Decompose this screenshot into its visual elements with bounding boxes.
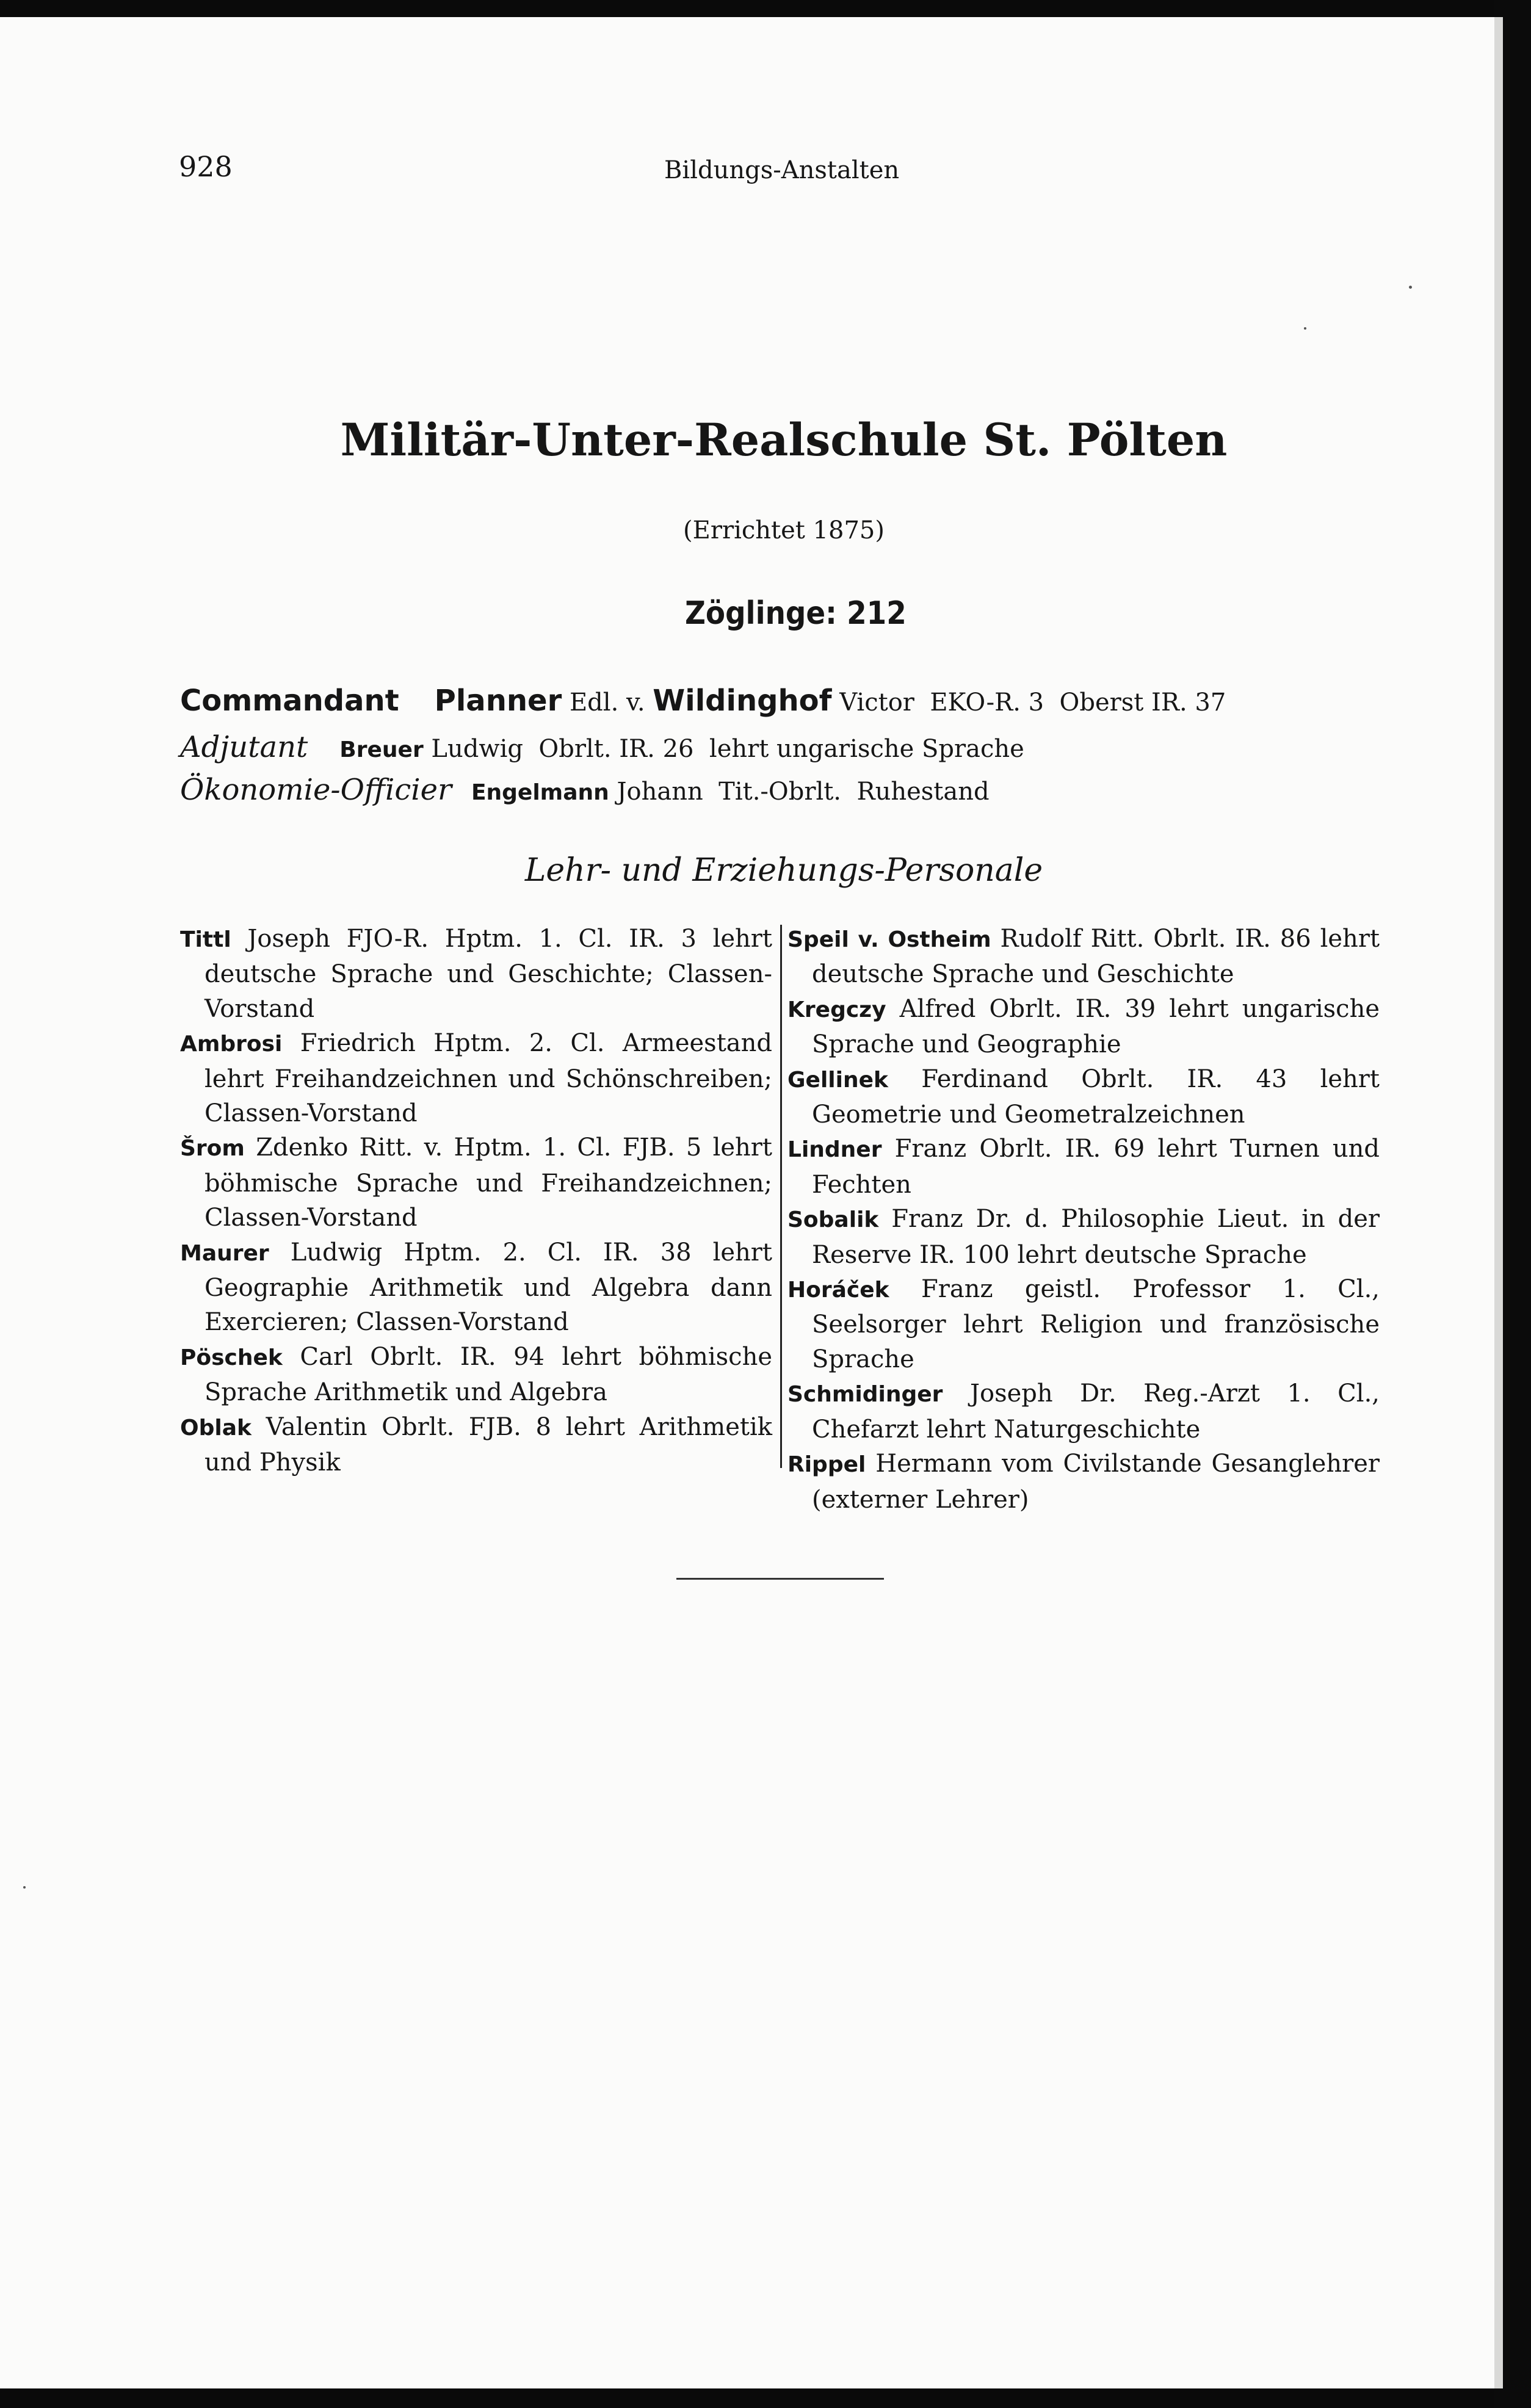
section-heading: Lehr- und Erziehungs-Personale [524,852,1043,889]
staff-name: Pöschek [180,1345,283,1370]
staff-entry [180,1410,772,1480]
staff-name: Gellinek [787,1067,888,1093]
staff-details: Rudolf Ritt. Obrlt. IR. 86 lehrt deutsche Sprache und Geschichte [812,925,1380,989]
staff-name: Oblak [180,1415,252,1441]
commandant-details: Victor EKO-R. 3 Oberst IR. 37 [831,689,1226,717]
commandant-title: Edl. v. [562,689,653,717]
staff-name: Šrom [180,1136,245,1162]
adjutant-role: Adjutant [180,730,308,764]
page-title: Militär-Unter-Realschule St. Pölten [340,414,1228,466]
staff-entry [787,992,1380,1062]
economy-officer-details: Johann Tit.-Obrlt. Ruhestand [609,778,990,806]
staff-entry [787,1132,1380,1202]
column-divider [780,925,782,1468]
commandant-name: Planner [434,684,562,718]
page-number: 928 [179,150,233,183]
page-edge [1494,17,1503,2388]
economy-officer-role: Ökonomie-Officier [180,773,452,807]
staff-name: Kregczy [787,997,886,1022]
staff-entry [787,1447,1380,1517]
staff-entry [180,1340,772,1410]
staff-name: Maurer [180,1240,269,1266]
staff-details: Zdenko Ritt. v. Hptm. 1. Cl. FJB. 5 lehrt böhmische Sprache und Freihandzeichnen; Classen-Vorstand [204,1133,772,1232]
closing-rule [676,1578,884,1580]
staff-name: Schmidinger [787,1382,943,1408]
staff-entry [787,1376,1380,1447]
commandant-name2: Wildinghof [653,684,832,718]
staff-details: Joseph FJO-R. Hptm. 1. Cl. IR. 3 lehrt deutsche Sprache und Geschichte; Classen-Vorstand [204,925,772,1023]
scan-speck [1304,327,1306,330]
staff-name: Speil v. Ostheim [787,927,991,952]
staff-name: Horáček [787,1278,889,1303]
staff-column-left [180,922,772,1480]
staff-details: Franz Obrlt. IR. 69 lehrt Turnen und Fechten [812,1135,1380,1199]
staff-details: Ludwig Hptm. 2. Cl. IR. 38 lehrt Geographie Arithmetik und Algebra dann Exercieren; Classen-Vorstand [204,1238,772,1337]
staff-details: Valentin Obrlt. FJB. 8 lehrt Arithmetik und Physik [204,1412,772,1477]
commandant-line [180,684,1226,718]
staff-details: Carl Obrlt. IR. 94 lehrt böhmische Sprache Arithmetik und Algebra [204,1342,772,1407]
running-head: Bildungs-Anstalten [664,156,900,184]
staff-name: Tittl [180,927,231,952]
economy-officer-name: Engelmann [471,780,609,805]
staff-entry [787,1062,1380,1132]
scan-speck [1409,286,1412,289]
staff-entry [180,1026,772,1130]
staff-details: Alfred Obrlt. IR. 39 lehrt ungarische Sprache und Geographie [812,994,1380,1059]
staff-name: Sobalik [787,1207,879,1233]
staff-name: Lindner [787,1137,882,1163]
scan-speck [23,1886,26,1889]
staff-entry [180,1235,772,1340]
staff-details: Franz Dr. d. Philosophie Lieut. in der Reserve IR. 100 lehrt deutsche Sprache [812,1205,1380,1269]
adjutant-line [180,730,1024,764]
staff-entry [787,1272,1380,1376]
staff-entry [180,922,772,1026]
staff-details: Friedrich Hptm. 2. Cl. Armeestand lehrt Freihandzeichnen und Schönschreiben; Classen-Vorstand [204,1029,772,1128]
staff-details: Franz geistl. Professor 1. Cl., Seelsorger lehrt Religion und französische Sprache [812,1275,1380,1373]
staff-entry [180,1130,772,1235]
staff-entry [787,1202,1380,1272]
staff-details: Hermann vom Civilstande Gesanglehrer (externer Lehrer) [812,1450,1380,1514]
economy-officer-line [180,773,990,807]
staff-entry [787,922,1380,992]
staff-details: Joseph Dr. Reg.-Arzt 1. Cl., Chefarzt lehrt Naturgeschichte [812,1379,1380,1444]
staff-column-right [787,922,1380,1517]
staff-name: Rippel [787,1452,866,1478]
staff-name: Ambrosi [180,1032,283,1057]
adjutant-name: Breuer [339,737,424,762]
adjutant-details: Ludwig Obrlt. IR. 26 lehrt ungarische Sprache [423,735,1024,763]
pupil-count: Zöglinge: 212 [685,595,907,632]
staff-details: Ferdinand Obrlt. IR. 43 lehrt Geometrie und Geometralzeichnen [812,1065,1380,1129]
commandant-role: Commandant [180,684,399,718]
founded-note: (Errichtet 1875) [683,516,885,544]
